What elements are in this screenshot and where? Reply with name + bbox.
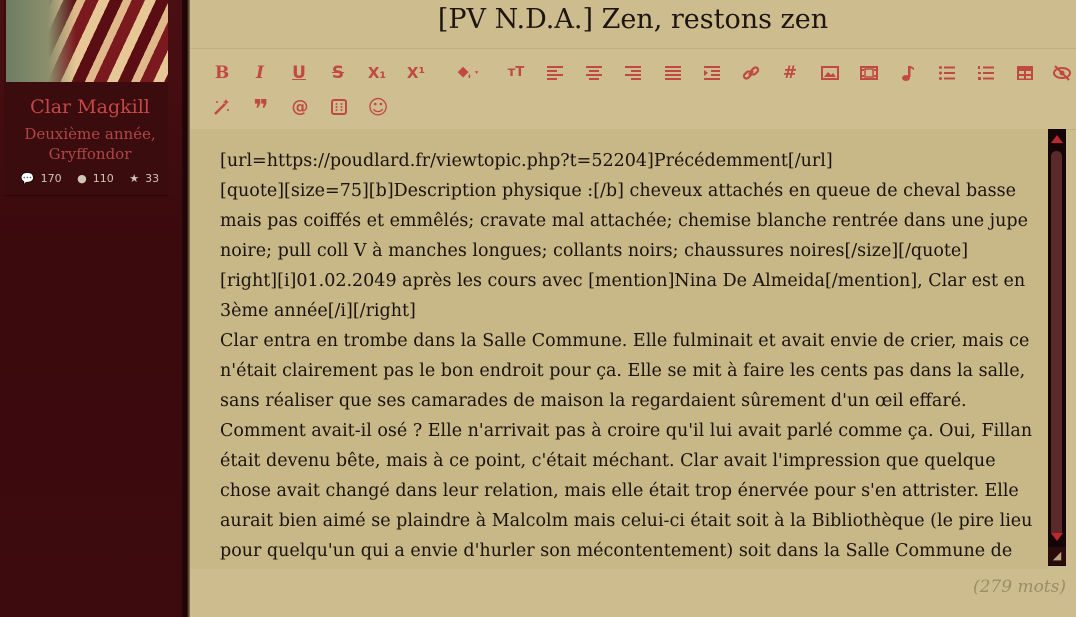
bullet-list-button[interactable] <box>935 61 959 85</box>
align-center-icon <box>585 64 603 82</box>
text-color-button[interactable] <box>444 61 484 85</box>
italic-button[interactable]: I <box>256 63 264 83</box>
topic-title: [PV N.D.A.] Zen, restons zen <box>437 4 829 35</box>
speech-bubble-icon: 💬 <box>20 172 35 185</box>
avatar[interactable] <box>6 0 168 82</box>
magic-wand-icon <box>213 98 231 116</box>
bold-button[interactable]: B <box>214 63 230 83</box>
stars-stat <box>126 172 162 185</box>
align-center-button[interactable] <box>582 61 606 85</box>
username[interactable]: Clar Magkill <box>30 96 150 118</box>
music-note-icon <box>899 64 917 82</box>
sidebar <box>0 0 182 617</box>
magic-wand-button[interactable] <box>210 95 234 119</box>
align-left-icon <box>546 64 564 82</box>
circle-icon: ● <box>77 172 87 185</box>
user-card <box>4 0 168 196</box>
underline-button[interactable]: U <box>292 63 306 83</box>
editor-panel <box>190 0 1076 617</box>
user-stats <box>4 172 176 185</box>
indent-button[interactable] <box>700 61 724 85</box>
align-right-icon <box>624 64 642 82</box>
table-icon <box>1016 64 1034 82</box>
align-left-button[interactable] <box>543 61 567 85</box>
sidebar-edge <box>182 0 190 617</box>
message-editor[interactable] <box>190 129 1048 569</box>
stars-count: 33 <box>145 172 160 185</box>
bullet-list-icon <box>938 64 956 82</box>
image-button[interactable] <box>818 61 842 85</box>
paint-bucket-icon <box>449 64 479 82</box>
message-textarea[interactable]: [url=https://poudlard.fr/viewtopic.php?t=52204]Précédemment[/url] [quote][size=75][b]Description physique :[/b] cheveux attachés en queue de cheval basse mais pas coiffés et emmêlés; cravate mal attachée; chemise blanche rentrée dans une jupe noire; pull coll V à manches longues; collants noirs; chaussures noires[/size][/quote] [right][i]01.02.2049 après les cours avec [mention]Nina De Almeida[/mention], Clar est en 3ème année[/i][/right] Clar entra en trombe dans la Salle Commune. Elle fulminait et avait envie de crier, mais ce n'était clairement pas le bon endroit pour ça. Elle se mit à faire les cents pas dans la salle, sans réaliser que ses camarades de maison la regardaient sûrement d'un œil effaré. Comment avait-il osé ? Elle n'arrivait pas à croire qu'il lui avait parlé comme ça. Oui, Fillan était devenu bête, mais à ce point, c'était méchant. Clar avait l'impression que quelque chose avait changé dans leur relation, mais elle était trop énervée pour s'en attrister. Elle aurait bien aimé se plaindre à Malcolm mais celui-ci était soit à la Bibliothèque (le pire lieu pour quelqu'un qui a envie d'hurler son mécontentement) soit dans la Salle Commune de <box>220 151 1033 561</box>
video-button[interactable] <box>857 61 881 85</box>
star-icon: ★ <box>129 172 140 185</box>
scroll-thumb[interactable] <box>1051 151 1062 537</box>
quote-button[interactable]: ❞ <box>253 95 269 125</box>
dice-icon <box>330 98 348 116</box>
editor-toolbar <box>190 48 1076 130</box>
points-count: 110 <box>92 172 114 185</box>
editor-scrollbar[interactable] <box>1048 129 1066 566</box>
film-icon <box>860 64 878 82</box>
user-rank <box>4 124 176 164</box>
strikethrough-button[interactable]: S <box>331 63 345 83</box>
mention-button[interactable]: @ <box>291 97 309 117</box>
music-button[interactable] <box>896 61 920 85</box>
spoiler-button[interactable] <box>327 95 351 119</box>
indent-icon <box>703 64 721 82</box>
justify-button[interactable] <box>661 61 685 85</box>
messages-stat <box>18 172 65 185</box>
link-button[interactable] <box>739 61 763 85</box>
hashtag-button[interactable]: # <box>782 63 798 83</box>
numbered-list-button[interactable] <box>974 61 998 85</box>
scroll-down-arrow-icon[interactable] <box>1051 533 1063 541</box>
word-count: (279 mots) <box>972 577 1066 597</box>
subscript-button[interactable]: X₁ <box>367 64 387 82</box>
hide-button[interactable] <box>1050 61 1074 85</box>
resize-grip-icon[interactable]: ◢ <box>1048 547 1066 565</box>
messages-count: 170 <box>40 172 62 185</box>
table-button[interactable] <box>1013 61 1037 85</box>
avatar-shade <box>6 0 76 82</box>
eye-slash-icon <box>1053 64 1071 82</box>
points-stat <box>74 172 117 185</box>
align-right-button[interactable] <box>621 61 645 85</box>
numbered-list-icon <box>977 64 995 82</box>
rank-line-2: Gryffondor <box>48 145 132 163</box>
link-icon <box>742 64 760 82</box>
justify-icon <box>664 64 682 82</box>
rank-line-1: Deuxième année, <box>24 125 156 143</box>
font-size-button[interactable]: тT <box>507 65 525 80</box>
scroll-up-arrow-icon[interactable] <box>1051 135 1063 143</box>
emoji-button[interactable]: ☺ <box>367 95 389 119</box>
image-icon <box>821 64 839 82</box>
superscript-button[interactable]: X¹ <box>406 64 426 82</box>
